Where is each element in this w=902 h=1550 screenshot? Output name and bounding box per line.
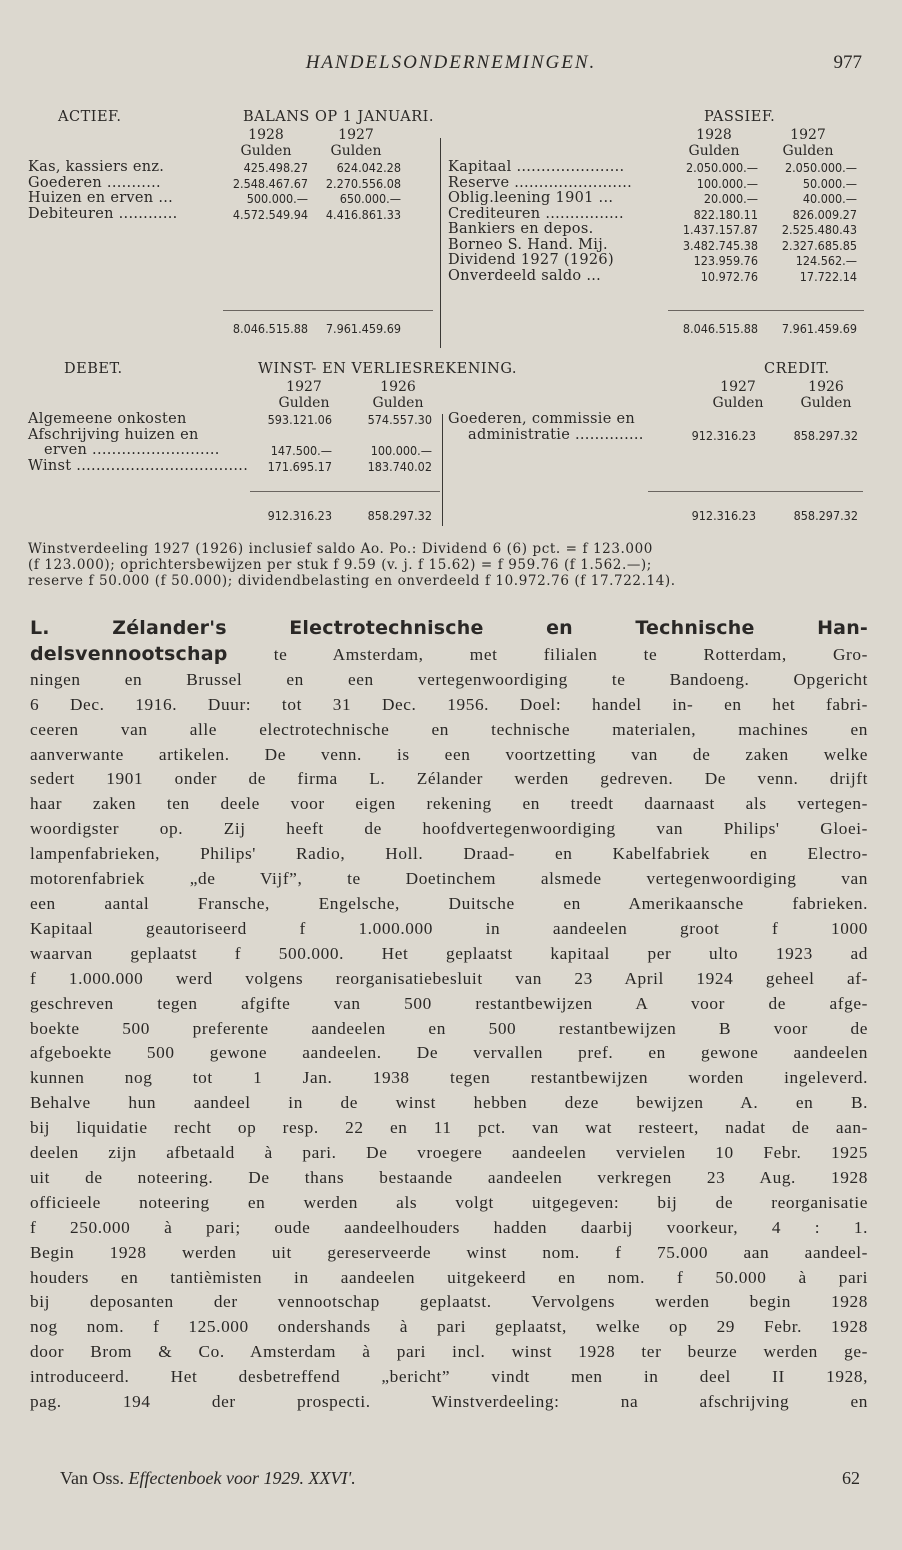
col-unit: Gulden (800, 394, 852, 411)
credit-value-1926: 858.297.32 (793, 427, 858, 443)
col-unit: Gulden (240, 142, 292, 159)
liability-value-1928: 2.050.000.— (685, 160, 758, 175)
debit-label: Algemeene onkosten (28, 411, 187, 427)
col-year: 1928 (696, 127, 732, 143)
liability-label: Reserve ........................ (448, 174, 633, 191)
pl-rows (28, 412, 864, 474)
debit-value-1927: 171.695.17 (267, 458, 332, 474)
credit-value-1927: 912.316.23 (691, 427, 756, 443)
liability-value-1928: 100.000.— (696, 175, 758, 191)
note-line: reserve f 50.000 (f 50.000); dividendbelasting en onverdeeld f 10.972.76 (f 17.722.14). (28, 573, 676, 589)
company-name: L. Zélander's Electrotechnische en Technische Han- (30, 617, 868, 639)
article-line: uit de noteering. De thans bestaande aandeelen verkregen 23 Aug. 1928 (30, 1167, 868, 1187)
company-article (30, 616, 868, 1415)
balance-rows (28, 160, 864, 284)
article-line: houders en tantièmisten in aandeelen uitgekeerd en nom. f 50.000 à pari (30, 1267, 868, 1287)
profit-loss-account (28, 361, 864, 523)
pl-left-heading: DEBET. (64, 361, 123, 377)
balance-row (28, 269, 864, 285)
balance-sum-rule-right (668, 310, 864, 311)
pl-row (28, 443, 864, 459)
pl-total-right-a: 912.316.23 (691, 508, 756, 523)
page-number: 977 (833, 52, 862, 73)
pl-row (28, 459, 864, 475)
balance-column-divider (440, 138, 441, 348)
balance-center-heading: BALANS OP 1 JANUARI. (243, 109, 435, 125)
balance-total-right-a: 8.046.515.88 (682, 321, 758, 336)
pl-sum-rule-left (250, 491, 440, 492)
pl-row (28, 412, 864, 428)
article-line: waarvan geplaatst f 500.000. Het geplaatst kapitaal per ulto 1923 ad (30, 943, 868, 963)
balance-row (28, 191, 864, 207)
col-year: 1927 (338, 127, 374, 143)
pl-total-right-b: 858.297.32 (793, 508, 858, 523)
article-line: f 250.000 à pari; oude aandeelhouders hadden daarbij voorkeur, 4 : 1. (30, 1217, 868, 1237)
col-unit: Gulden (688, 142, 740, 159)
debit-value-1926: 100.000.— (370, 443, 432, 458)
col-year: 1927 (286, 379, 322, 395)
footer-prefix: Van Oss. (60, 1468, 129, 1488)
article-line: introduceerd. Het desbetreffend „bericht” vindt men in deel II 1928, (30, 1367, 868, 1387)
article-line: te Amsterdam, met filialen te Rotterdam, Gro- (227, 644, 868, 664)
article-line: bij liquidatie recht op resp. 22 en 11 pct. van wat resteert, nadat de aan- (30, 1118, 868, 1138)
debit-value-1927: 593.121.06 (267, 412, 332, 427)
liability-label: Borneo S. Hand. Mij. (448, 236, 608, 253)
balance-row (28, 176, 864, 192)
col-unit: Gulden (712, 394, 764, 411)
profit-distribution-note (28, 541, 868, 589)
liability-value-1928: 3.482.745.38 (682, 237, 758, 253)
article-line: Behalve hun aandeel in de winst hebben deze bewijzen A. en B. (30, 1093, 868, 1113)
asset-value-1928: 425.498.27 (243, 160, 308, 175)
pl-center-heading: WINST- EN VERLIESREKENING. (258, 361, 517, 377)
asset-value-1927: 2.270.556.08 (325, 175, 401, 191)
debit-value-1927: 147.500.— (270, 443, 332, 458)
article-line: afgeboekte 500 gewone aandeelen. De vervallen pref. en gewone aandeelen (30, 1043, 868, 1063)
asset-value-1927: 650.000.— (339, 191, 401, 206)
article-line: lampenfabrieken, Philips' Radio, Holl. Draad- en Kabelfabriek en Electro- (30, 844, 868, 864)
article-line: deelen zijn afbetaald à pari. De vroegere aandeelen vervielen 10 Febr. 1925 (30, 1143, 868, 1163)
footer-title: Effectenboek voor 1929. XXVI'. (128, 1468, 356, 1488)
liability-value-1927: 826.009.27 (792, 206, 857, 222)
article-line: Kapitaal geautoriseerd f 1.000.000 in aandeelen groot f 1000 (30, 918, 868, 938)
pl-total-left-a: 912.316.23 (267, 508, 332, 523)
balance-total-left-a: 8.046.515.88 (232, 321, 308, 336)
pl-row (28, 428, 864, 444)
liability-label: Bankiers en depos. (448, 221, 594, 237)
debit-label: erven .......................... (44, 442, 220, 458)
credit-label: administratie .............. (468, 426, 644, 443)
liability-label: Oblig.leening 1901 ... (448, 190, 614, 206)
balance-row (28, 238, 864, 254)
article-line: nog nom. f 125.000 ondershands à pari geplaatst, welke op 29 Febr. 1928 (30, 1317, 868, 1337)
balance-row (28, 222, 864, 238)
asset-value-1927: 624.042.28 (336, 160, 401, 175)
pl-sum-rule-right (648, 491, 863, 492)
debit-value-1926: 574.557.30 (367, 412, 432, 427)
credit-label: Goederen, commissie en (448, 411, 636, 427)
liability-value-1928: 20.000.— (703, 191, 758, 206)
article-body (30, 668, 868, 1415)
balance-headings (28, 110, 864, 128)
pl-right-heading: CREDIT. (764, 361, 830, 377)
liability-value-1927: 124.562.— (795, 253, 857, 268)
liability-value-1927: 40.000.— (802, 191, 857, 206)
liability-value-1928: 10.972.76 (700, 268, 758, 284)
article-line: sedert 1901 onder de firma L. Zélander werden gedreven. De venn. drijft (30, 769, 868, 789)
col-unit: Gulden (330, 142, 382, 159)
company-name-continued: delsvennootschap (30, 642, 228, 665)
asset-value-1928: 500.000.— (246, 191, 308, 206)
liability-label: Dividend 1927 (1926) (448, 252, 614, 268)
note-line: (f 123.000); oprichtersbewijzen per stuk f 9.59 (v. j. f 15.62) = f 959.76 (f 1.562.—); (28, 557, 652, 573)
asset-label: Goederen ........... (28, 174, 161, 191)
debit-label: Afschrijving huizen en (28, 426, 199, 443)
col-unit: Gulden (782, 142, 834, 159)
col-year: 1927 (720, 379, 756, 395)
article-line: boekte 500 preferente aandeelen en 500 restantbewijzen B voor de (30, 1018, 868, 1038)
running-head-title: HANDELSONDERNEMINGEN. (305, 52, 597, 73)
footer-signature: 62 (842, 1468, 860, 1488)
asset-value-1927: 4.416.861.33 (325, 206, 401, 222)
debit-value-1926: 183.740.02 (367, 458, 432, 474)
col-year: 1926 (380, 379, 416, 395)
page-footer (60, 1468, 860, 1494)
liability-value-1927: 2.050.000.— (784, 160, 857, 175)
liability-value-1927: 50.000.— (802, 175, 857, 191)
footer-source (60, 1468, 356, 1489)
balance-total-right-b: 7.961.459.69 (781, 321, 857, 336)
article-line: ningen en Brussel en een vertegenwoordiging te Bandoeng. Opgericht (30, 669, 868, 689)
col-unit: Gulden (372, 394, 424, 411)
article-line: Begin 1928 werden uit gereserveerde winst nom. f 75.000 aan aandeel- (30, 1242, 868, 1262)
balance-row (28, 160, 864, 176)
balance-row (28, 253, 864, 269)
balance-left-heading: ACTIEF. (58, 109, 122, 125)
debit-label: Winst ................................... (28, 457, 249, 474)
article-line: pag. 194 der prospecti. Winstverdeeling: na afschrijving en (30, 1392, 868, 1412)
asset-value-1928: 2.548.467.67 (232, 175, 308, 191)
asset-label: Debiteuren ............ (28, 205, 178, 222)
liability-value-1927: 2.327.685.85 (781, 237, 857, 253)
asset-label: Huizen en erven ... (28, 190, 174, 206)
article-line: geschreven tegen afgifte van 500 restantbewijzen A voor de afge- (30, 993, 868, 1013)
article-line: woordigster op. Zij heeft de hoofdvertegenwoordiging van Philips' Gloei- (30, 819, 868, 839)
col-year: 1928 (248, 127, 284, 143)
asset-value-1928: 4.572.549.94 (232, 206, 308, 222)
article-line: ceeren van alle electrotechnische en technische materialen, machines en (30, 719, 868, 739)
balance-right-heading: PASSIEF. (704, 109, 776, 125)
article-line: kunnen nog tot 1 Jan. 1938 tegen restantbewijzen worden ingeleverd. (30, 1068, 868, 1088)
article-line: officieele noteering en werden als volgt uitgegeven: bij de reorganisatie (30, 1192, 868, 1212)
article-line: bij deposanten der vennootschap geplaatst. Vervolgens werden begin 1928 (30, 1292, 868, 1312)
liability-value-1927: 17.722.14 (799, 268, 857, 284)
asset-label: Kas, kassiers enz. (28, 159, 165, 175)
balance-totals-row (28, 321, 864, 337)
balance-column-heads (28, 128, 864, 160)
article-line: aanverwante artikelen. De venn. is een voortzetting van de zaken welke (30, 744, 868, 764)
liability-value-1928: 822.180.11 (693, 206, 758, 222)
col-unit: Gulden (278, 394, 330, 411)
liability-value-1928: 1.437.157.87 (682, 222, 758, 237)
balance-total-left-b: 7.961.459.69 (325, 321, 401, 336)
pl-column-heads (28, 380, 864, 412)
pl-totals-row (28, 508, 864, 524)
pl-headings (28, 362, 864, 380)
liability-value-1928: 123.959.76 (693, 253, 758, 268)
liability-label: Kapitaal ...................... (448, 159, 625, 175)
liability-label: Crediteuren ................ (448, 205, 624, 222)
article-line: een aantal Fransche, Engelsche, Duitsche en Amerikaansche fabrieken. (30, 893, 868, 913)
col-year: 1927 (790, 127, 826, 143)
liability-value-1927: 2.525.480.43 (781, 222, 857, 237)
liability-label: Onverdeeld saldo ... (448, 267, 602, 284)
running-head (0, 52, 902, 82)
balance-sum-rule-left (223, 310, 433, 311)
article-line: f 1.000.000 werd volgens reorganisatiebesluit van 23 April 1924 geheel af- (30, 968, 868, 988)
article-line: haar zaken ten deele voor eigen rekening en treedt daarnaast als vertegen- (30, 794, 868, 814)
article-line: door Brom & Co. Amsterdam à pari incl. winst 1928 ter beurze werden ge- (30, 1342, 868, 1362)
pl-total-left-b: 858.297.32 (367, 508, 432, 523)
article-line: motorenfabriek „de Vijf”, te Doetinchem alsmede vertegenwoordiging van (30, 869, 868, 889)
balance-sheet (28, 109, 864, 336)
balance-row (28, 207, 864, 223)
col-year: 1926 (808, 379, 844, 395)
article-line: 6 Dec. 1916. Duur: tot 31 Dec. 1956. Doel: handel in- en het fabri- (30, 694, 868, 714)
note-line: Winstverdeeling 1927 (1926) inclusief saldo Ao. Po.: Dividend 6 (6) pct. = f 123.000 (28, 541, 653, 557)
